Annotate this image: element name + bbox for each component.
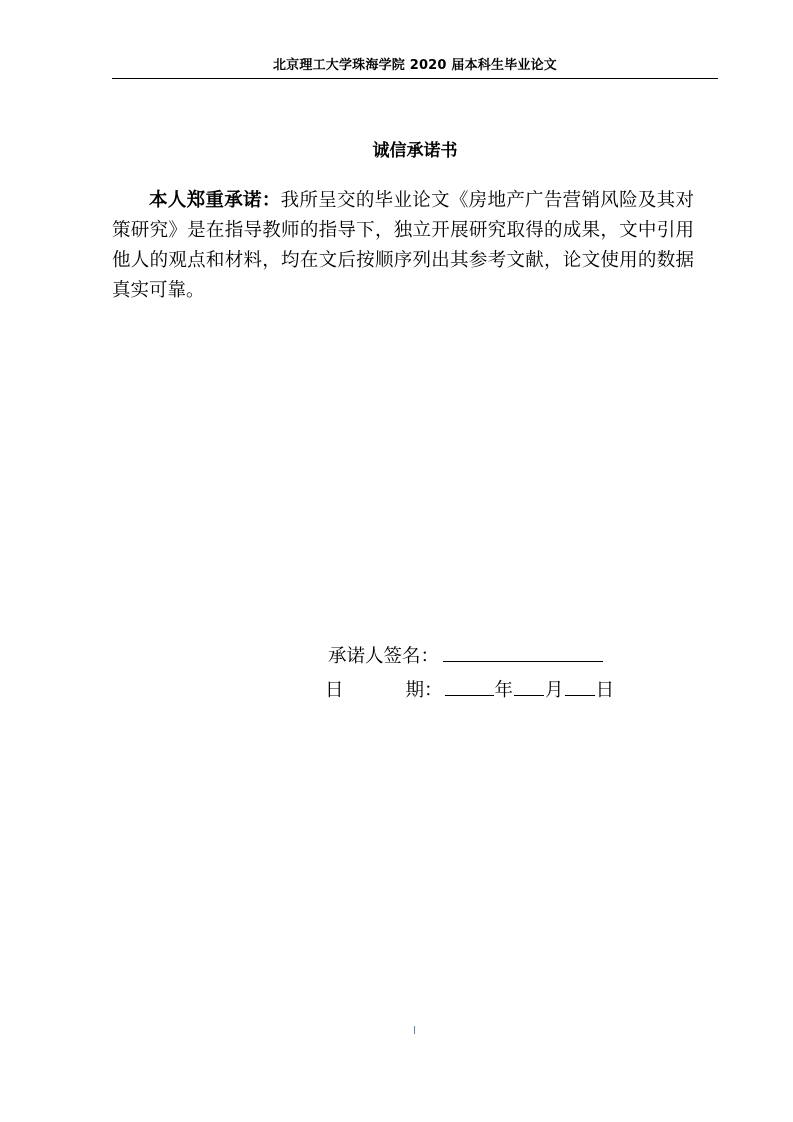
running-header: 北京理工大学珠海学院 2020 届本科生毕业论文 — [272, 58, 558, 73]
date-label-first: 日 — [325, 680, 344, 701]
footer-page-mark — [414, 1026, 415, 1034]
signature-row — [328, 643, 603, 670]
pledge-body: 我所呈交的毕业论文《房地产广告营销风险及其对策研究》是在指导教师的指导下，独立开展研究取得的成果，文中引用他人的观点和材料，均在文后按顺序列出其参考文献，论文使用的数据真实可靠。 — [112, 190, 694, 301]
pledge-paragraph — [112, 186, 694, 306]
month-blank[interactable] — [514, 677, 544, 696]
signature-blank[interactable] — [443, 643, 603, 662]
day-label: 日 — [595, 680, 615, 701]
signature-label: 承诺人签名： — [328, 646, 440, 667]
pledge-lead: 本人郑重承诺： — [149, 190, 281, 211]
month-label: 月 — [545, 680, 564, 701]
date-label-second: 期： — [405, 680, 443, 701]
date-row — [325, 677, 614, 704]
year-blank[interactable] — [445, 677, 494, 696]
day-blank[interactable] — [565, 677, 595, 696]
year-label: 年 — [494, 680, 514, 701]
header-rule — [112, 78, 718, 79]
page-title: 诚信承诺书 — [372, 141, 458, 161]
